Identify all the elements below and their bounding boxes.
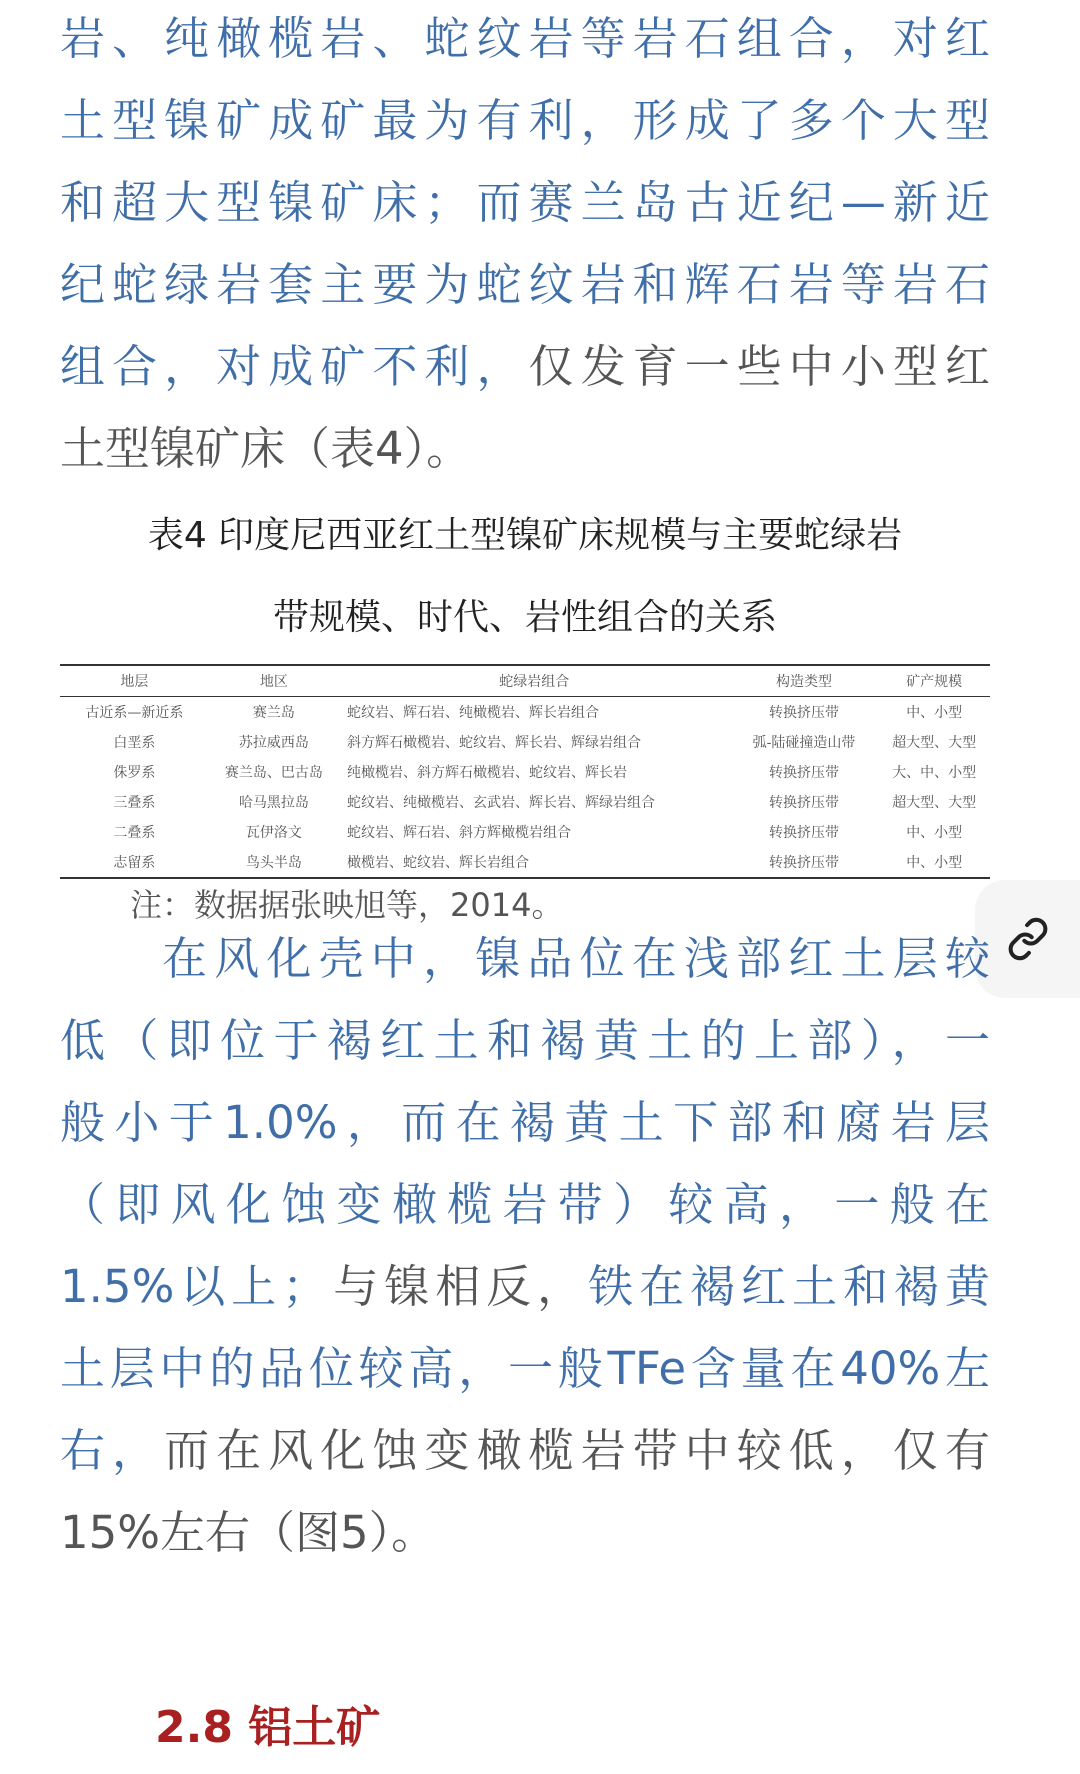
table-cell: 赛兰岛、巴古岛 [224, 765, 323, 781]
text-line: 岩、纯橄榄岩、蛇纹岩等岩石组合，对红 [60, 12, 990, 65]
text-line [60, 1000, 990, 1082]
table-cell: 转换挤压带 [768, 795, 839, 811]
text-line: 土型镍矿成矿最为有利，形成了多个大型 [60, 94, 990, 147]
text-line [60, 1328, 990, 1410]
column-header: 蛇绿岩组合 [499, 674, 570, 690]
text-line [60, 1246, 990, 1328]
table-cell: 赛兰岛 [252, 705, 295, 721]
text-span: （即风化蚀变橄榄岩带）较高，一般在 [60, 1178, 990, 1231]
column-header: 构造类型 [775, 674, 832, 690]
text-line [162, 918, 990, 1000]
text-line [60, 1492, 990, 1574]
text-line [60, 1164, 990, 1246]
copy-link-button[interactable] [975, 880, 1080, 998]
text-span: 1.5%以上； [60, 1260, 328, 1313]
table-cell: 纯橄榄岩、斜方辉石橄榄岩、蛇纹岩、辉长岩 [346, 765, 627, 781]
table-cell: 转换挤压带 [768, 825, 839, 841]
link-icon [1006, 917, 1050, 961]
text-line: 组合，对成矿不利，仅发育一些中小型红 [60, 340, 990, 393]
table-caption: 带规模、时代、岩性组合的关系 [272, 597, 777, 638]
text-span: 铁在褐红土和褐黄 [588, 1260, 990, 1313]
table-note: 注：数据据张映旭等，2014。 [130, 886, 564, 924]
table-cell: 转换挤压带 [768, 765, 839, 781]
table-cell: 转换挤压带 [768, 705, 839, 721]
column-header: 地层 [120, 674, 149, 690]
text-span: 低（即位于褐红土和褐黄土的上部），一 [60, 1014, 990, 1067]
column-header: 地区 [259, 674, 288, 690]
text-span: 而在风化蚀变橄榄岩带中较低，仅有 [164, 1424, 990, 1477]
table-cell: 鸟头半岛 [245, 855, 302, 871]
table-row [60, 727, 990, 757]
table-4 [60, 664, 990, 879]
table-cell: 超大型、大型 [892, 795, 977, 811]
table-cell: 蛇纹岩、辉石岩、斜方辉橄榄岩组合 [346, 825, 571, 841]
table-header-row [60, 665, 990, 697]
text-line [60, 1410, 990, 1492]
text-line [60, 1082, 990, 1164]
table-cell: 蛇纹岩、纯橄榄岩、玄武岩、辉长岩、辉绿岩组合 [346, 795, 655, 811]
section-heading: 2.8 铝土矿 [155, 1702, 381, 1753]
table-cell: 大、中、小型 [892, 765, 977, 781]
text-span: 右， [60, 1424, 165, 1477]
table-row [60, 757, 990, 787]
table-cell: 弧-陆碰撞造山带 [752, 735, 856, 751]
text-line: 和超大型镍矿床；而赛兰岛古近纪—新近 [60, 176, 990, 229]
table-cell: 中、小型 [906, 825, 963, 841]
table-cell: 转换挤压带 [768, 855, 839, 871]
table-cell: 中、小型 [906, 705, 963, 721]
table-cell: 古近系—新近系 [85, 705, 184, 721]
table-cell: 蛇纹岩、辉石岩、纯橄榄岩、辉长岩组合 [346, 705, 599, 721]
table-cell: 瓦伊洛文 [245, 825, 302, 841]
table-cell: 白垩系 [113, 735, 156, 751]
table-cell: 橄榄岩、蛇纹岩、辉长岩组合 [346, 855, 529, 871]
table-cell: 三叠系 [113, 795, 156, 811]
text-span: 在风化壳中，镍品位在浅部红土层较 [162, 932, 990, 985]
table-row [60, 787, 990, 817]
table-row [60, 817, 990, 847]
table-cell: 中、小型 [906, 855, 963, 871]
table-cell: 斜方辉石橄榄岩、蛇纹岩、辉长岩、辉绿岩组合 [346, 735, 641, 751]
text-line: 土型镍矿床（表4）。 [60, 422, 472, 475]
table-cell: 二叠系 [113, 825, 156, 841]
table-row [60, 697, 990, 728]
table-caption: 表4 印度尼西亚红土型镍矿床规模与主要蛇绿岩 [147, 515, 903, 556]
table-cell: 超大型、大型 [892, 735, 977, 751]
column-header: 矿产规模 [906, 674, 963, 690]
table-cell: 哈马黑拉岛 [238, 795, 309, 811]
text-span: 15%左右（图5）。 [60, 1506, 437, 1559]
text-span: 土层中的品位较高，一般TFe含量在40%左 [60, 1342, 990, 1395]
text-line: 纪蛇绿岩套主要为蛇纹岩和辉石岩等岩石 [60, 258, 990, 311]
table-row [60, 847, 990, 878]
table-cell: 苏拉威西岛 [238, 735, 309, 751]
table-cell: 侏罗系 [113, 765, 156, 781]
table-cell: 志留系 [113, 855, 156, 871]
text-span: 与镍相反， [327, 1260, 589, 1313]
text-span: 般小于1.0%，而在褐黄土下部和腐岩层 [60, 1096, 990, 1149]
